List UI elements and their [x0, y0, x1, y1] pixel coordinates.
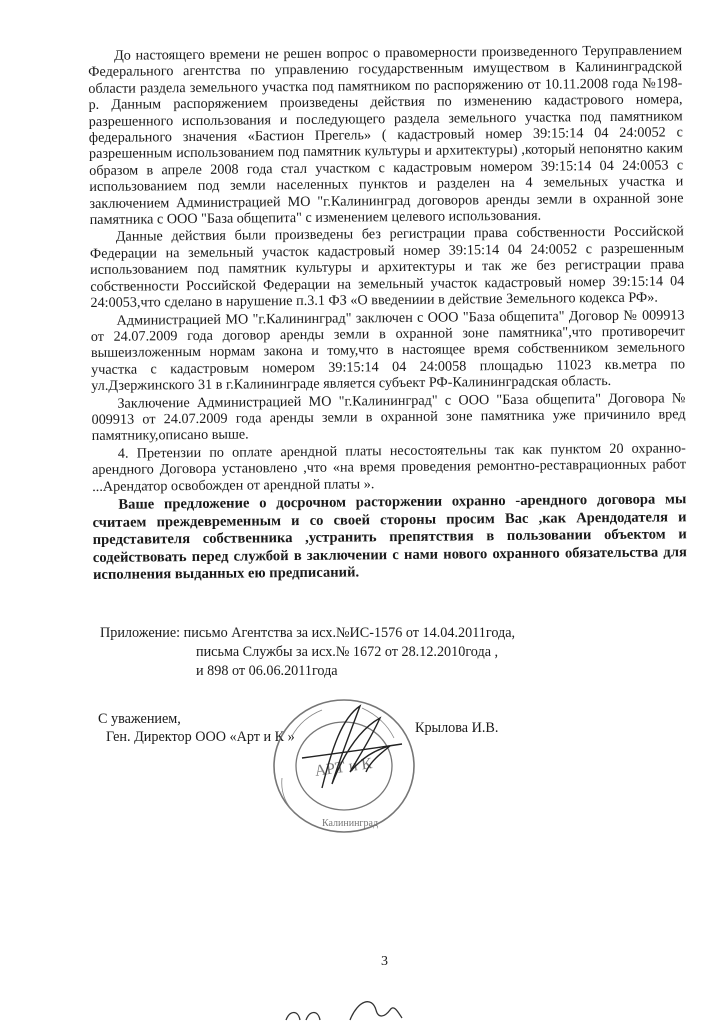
paragraph-no-registration: Данные действия были произведены без регистрации права собственности Российской Федерации на земельный участок кадастровый номер 39:15:14 04 24:0052 с разрешенным использованием под памятник культуры и архитектуры и так же без регистрации права собственности Российской Федерации на земельный участок кадастровый номер 39:15:14 04 24:0053,что сделано в нарушение п.3.1 ФЗ «О введениии в действие Земельного кодекса РФ».	[89, 223, 685, 312]
signer-position: Ген. Директор ООО «Арт и К »	[106, 729, 295, 745]
paragraph-unresolved-question: До настоящего времени не решен вопрос о правомерности произведенного Теруправлением Федерального агентства по управлению государственным имуществом в Калининградской области раздела земельного участка под памятником по распоряжению от 10.11.2008 года №198-р. Данным распоряжением произведены действия по изменению кадастрового номера, разрешенного использования и последующего раздела земельного участка под памятником федерального значения «Бастион Прегель» ( кадастровый номер 39:15:14 04 24:0052 с разрешенным использованием под памятник культуры и архитектуры) ,который непонятно каким образом в апреле 2008 года стал участком с кадастровым номером 39:15:14 04 24:0053 с использованием под земли населенных пунктов и разделен на 4 земельных участка и заключением Администрацией МО "г.Калининград договоров аренды земли в охранной зоне памятника с ООО "База общепита" с изменением целевого использования.	[88, 42, 684, 229]
paragraph-lease-contract: Администрацией МО "г.Калининград" заключен с ООО "База общепита" Договор № 009913 от 24.07.2009 года договор аренды земли в охранной зоне памятника",что противоречит вышеизложенным нормам закона и тому,что в настоящее время собственником земельного участка с кадастровым номером 39:15:14 04 24:0058 площадью 11023 кв.метра по ул.Дзержинского 31 в г.Калининграде является субъект РФ-Калининградская область.	[90, 306, 686, 395]
letter-body	[88, 42, 687, 585]
attachments-block	[100, 624, 620, 681]
stamp-org-text: АРТ и К	[313, 755, 374, 780]
paragraph-rent-claims: 4. Претензии по оплате арендной платы несостоятельны так как пунктом 20 охранно-арендного Договора установлено ,что «на время проведения ремонтно-реставрационных работ ...Арендатор освобожден от арендной платы ».	[91, 440, 687, 495]
paragraph-request: Ваше предложение о досрочном расторжении охранно -арендного договора мы считаем преждевременным и со своей стороны просим Вас ,как Арендодателя и представителя собственника ,устранить препятствия в пользовании объектом и содействовать перед службой в заключении с нами нового охранного обязательства для исполнения выданных ею предписаний.	[92, 491, 687, 584]
attachment-line-3: и 898 от 06.06.2011года	[196, 663, 338, 679]
attachment-line-1: Приложение: письмо Агентства за исх.№ИС-1576 от 14.04.2011года,	[100, 625, 516, 641]
closing-regards: С уважением,	[98, 711, 181, 727]
company-stamp	[262, 688, 422, 838]
handwritten-mark-icon	[280, 990, 440, 1024]
attachment-line-2: письма Службы за исх.№ 1672 от 28.12.2010года ,	[196, 644, 499, 660]
paragraph-damage: Заключение Администрацией МО "г.Калининград" с ООО "База общепита" Договора № 009913 от 24.07.2009 года аренды земли в охранной зоне памятника уже причинило вред памятнику,описано выше.	[91, 389, 686, 445]
page-number: 3	[381, 954, 388, 969]
signer-name: Крылова И.В.	[415, 720, 499, 736]
stamp-city-text: Калининград	[321, 818, 379, 829]
